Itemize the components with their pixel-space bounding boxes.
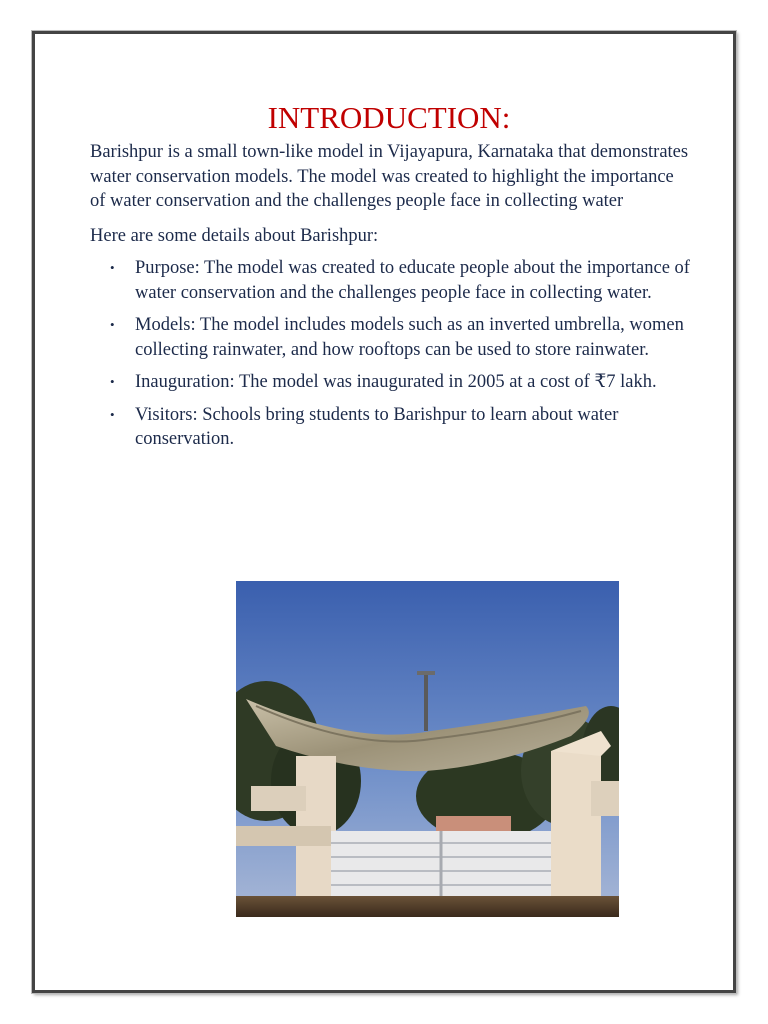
inverted-umbrella-gate-photo — [236, 581, 619, 917]
pole — [424, 671, 428, 731]
bullet-icon: • — [110, 260, 115, 275]
bullet-icon: • — [110, 374, 115, 389]
details-heading: Here are some details about Barishpur: — [90, 225, 379, 246]
ground — [236, 896, 619, 917]
list-item — [90, 313, 690, 362]
list-item — [90, 370, 690, 395]
barishpur-gate-photo — [236, 581, 619, 917]
list-item — [90, 256, 690, 305]
page-title: INTRODUCTION: — [267, 100, 511, 135]
list-item-text: Visitors: Schools bring students to Barishpur to learn about water conservation. — [135, 404, 619, 449]
gate — [331, 831, 551, 896]
bullet-icon: • — [110, 406, 115, 422]
list-item-text: Inauguration: The model was inaugurated in 2005 at a cost of ₹7 lakh. — [135, 372, 657, 392]
intro-paragraph: Barishpur is a small town-like model in Vijayapura, Karnataka that demonstrates water conservation models. The model was created to highlight the importance of water conservation and the challenges people face in collecting water — [90, 142, 689, 211]
right-pillar — [551, 751, 601, 916]
list-item — [90, 403, 690, 452]
list-item-text: Models: The model includes models such as an inverted umbrella, women collecting rainwater, and how rooftops can be used to store rainwater. — [135, 315, 684, 360]
bullet-icon: • — [110, 317, 115, 332]
document-body — [90, 96, 690, 460]
list-item-text: Purpose: The model was created to educate people about the importance of water conservation and the challenges people face in collecting water. — [135, 258, 690, 303]
details-list — [90, 256, 690, 452]
